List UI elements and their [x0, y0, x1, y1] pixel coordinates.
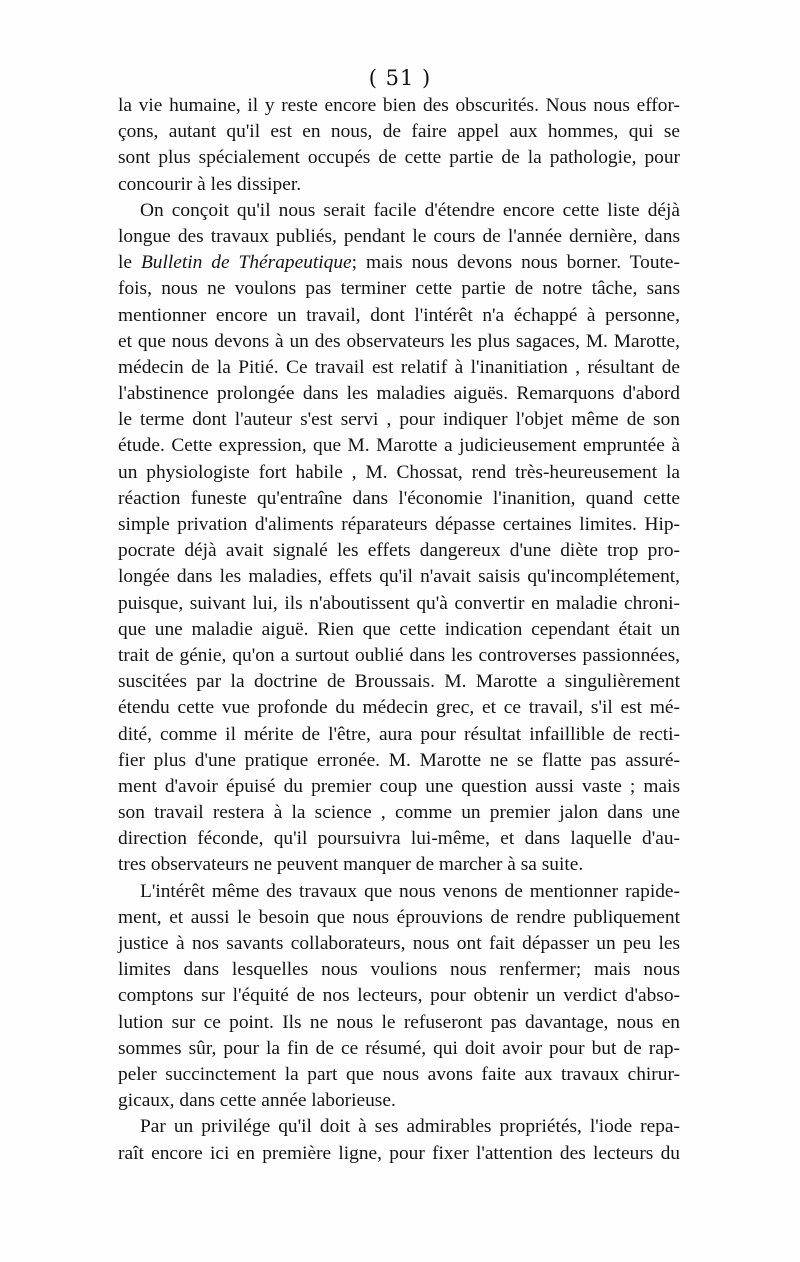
text-line: simple privation d'aliments réparateurs dépasse certaines limites. Hip- — [118, 514, 680, 535]
text-line: On conçoit qu'il nous serait facile d'étendre encore cette liste déjà — [140, 199, 680, 221]
text-line: L'intérêt même des travaux que nous venons de mentionner rapide- — [140, 880, 680, 902]
text-line: l'abstinence prolongée dans les maladies aiguës. Remarquons d'abord — [118, 383, 680, 405]
text-line: fier plus d'une pratique erronée. M. Marotte ne se flatte pas assuré- — [118, 749, 680, 771]
text-line: ment d'avoir épuisé du premier coup une question aussi vaste ; mais — [118, 775, 680, 797]
text-line: lution sur ce point. Ils ne nous le refuseront pas davantage, nous en — [118, 1011, 680, 1033]
text-line: peler succinctement la part que nous avons faite aux travaux chirur- — [118, 1063, 680, 1085]
journal-title: Bulletin de Thérapeutique — [140, 252, 352, 274]
text-line: longue des travaux publiés, pendant le cours de l'année dernière, dans — [118, 225, 680, 247]
page-number: ( 51 ) — [368, 66, 432, 90]
text-line: dité, comme il mérite de l'être, aura pour résultat infaillible de recti- — [118, 723, 680, 745]
text-line: longée dans les maladies, effets qu'il n'avait saisis qu'incomplétement, — [118, 566, 680, 588]
text-line: concourir à les dissiper. — [118, 173, 302, 195]
text-line: gicaux, dans cette année laborieuse. — [118, 1090, 396, 1112]
text-line: mentionner encore un travail, dont l'intérêt n'a échappé à personne, — [118, 304, 680, 326]
text-line: médecin de la Pitié. Ce travail est relatif à l'inanitiation , résultant de — [118, 356, 680, 378]
text-line: réaction funeste qu'entraîne dans l'économie l'inanition, quand cette — [118, 487, 680, 509]
paragraph — [118, 198, 680, 879]
text-line: étendu cette vue profonde du médecin grec, et ce travail, s'il est mé- — [118, 697, 680, 719]
paragraph — [118, 879, 680, 1115]
text-line: comptons sur l'équité de nos lecteurs, pour obtenir un verdict d'abso- — [118, 985, 680, 1007]
text-line: fois, nous ne voulons pas terminer cette partie de notre tâche, sans — [118, 278, 680, 300]
text-line: justice à nos savants collaborateurs, nous ont fait dépasser un peu les — [118, 933, 680, 954]
text-line: le Bulletin de Thérapeutique; mais nous devons nous borner. Toute- — [118, 252, 680, 274]
text-line: sommes sûr, pour la fin de ce résumé, qui doit avoir pour but de rap- — [118, 1037, 680, 1059]
text-line: son travail restera à la science , comme un premier jalon dans une — [118, 802, 680, 824]
text-line: pocrate déjà avait signalé les effets dangereux d'une diète trop pro- — [118, 540, 680, 562]
text-line: direction féconde, qu'il poursuivra lui-même, et dans laquelle d'au- — [118, 828, 680, 850]
text-line: raît encore ici en première ligne, pour fixer l'attention des lecteurs du — [118, 1142, 680, 1164]
text-line: le terme dont l'auteur s'est servi , pour indiquer l'objet même de son — [118, 409, 680, 431]
text-line: étude. Cette expression, que M. Marotte a judicieusement empruntée à — [118, 435, 680, 457]
text-line: la vie humaine, il y reste encore bien des obscurités. Nous nous effor- — [118, 95, 680, 116]
text-line: çons, autant qu'il est en nous, de faire appel aux hommes, qui se — [118, 121, 680, 143]
text-line: trait de génie, qu'on a surtout oublié dans les controverses passionnées, — [118, 644, 680, 666]
text-line: un physiologiste fort habile , M. Chossat, rend très-heureusement la — [118, 461, 680, 483]
text-line: que une maladie aiguë. Rien que cette indication cependant était un — [118, 618, 680, 640]
text-line: ment, et aussi le besoin que nous éprouvions de rendre publiquement — [118, 906, 680, 928]
body-text — [118, 93, 680, 1167]
text-line: Par un privilége qu'il doit à ses admirables propriétés, l'iode repa- — [140, 1116, 680, 1138]
paragraph — [118, 1114, 680, 1166]
text-line: et que nous devons à un des observateurs les plus sagaces, M. Marotte, — [118, 330, 680, 352]
text-line: tres observateurs ne peuvent manquer de marcher à sa suite. — [118, 854, 584, 876]
text-line: puisque, suivant lui, ils n'aboutissent qu'à convertir en maladie chroni- — [118, 592, 680, 614]
text-line: sont plus spécialement occupés de cette partie de la pathologie, pour — [118, 147, 680, 169]
text-line: limites dans lesquelles nous voulions nous renfermer; mais nous — [118, 959, 680, 981]
text-line: suscitées par la doctrine de Broussais. M. Marotte a singulièrement — [118, 671, 680, 693]
paragraph — [118, 93, 680, 198]
